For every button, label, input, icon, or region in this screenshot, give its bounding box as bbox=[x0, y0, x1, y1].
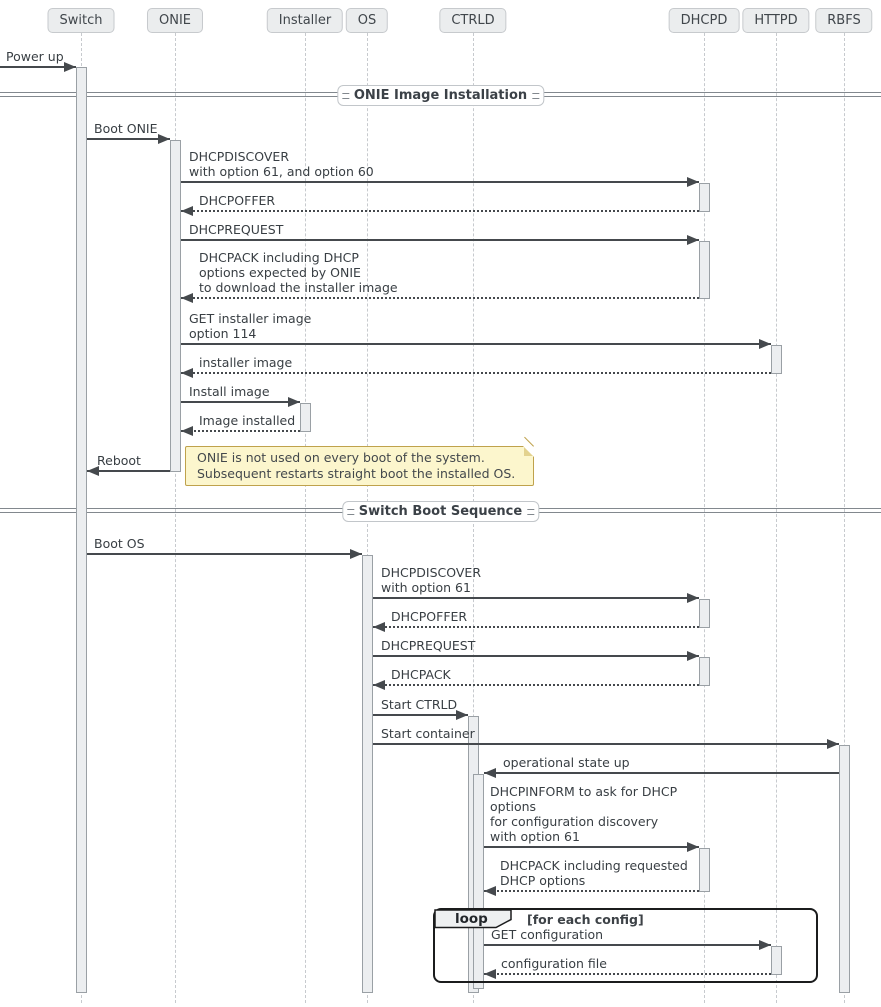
message-line-start-container bbox=[373, 743, 839, 745]
arrowhead-icon bbox=[827, 739, 839, 749]
participant-box-onie: ONIE bbox=[147, 8, 203, 33]
message-text-line: for configuration discovery bbox=[490, 814, 659, 829]
message-line-get-configuration bbox=[484, 944, 771, 946]
message-line-reboot bbox=[87, 470, 170, 472]
message-label-dhcpdiscover-os bbox=[381, 565, 481, 595]
lifeline-httpd bbox=[776, 33, 777, 1003]
message-line-dhcpack-onie bbox=[181, 297, 699, 299]
message-label-operational-state-up bbox=[503, 755, 630, 770]
arrowhead-icon bbox=[350, 549, 362, 559]
arrowhead-icon bbox=[759, 940, 771, 950]
message-line-dhcpack-os bbox=[373, 684, 699, 686]
message-line-boot-os bbox=[87, 553, 362, 555]
note-text-line: Subsequent restarts straight boot the installed OS. bbox=[197, 466, 516, 481]
switch-activation bbox=[76, 67, 87, 993]
message-text-line: option 114 bbox=[189, 326, 257, 341]
message-label-dhcpoffer-os bbox=[391, 609, 467, 624]
participant-box-ctrld: CTRLD bbox=[439, 8, 506, 33]
message-line-dhcpoffer-onie bbox=[181, 210, 699, 212]
message-line-image-installed bbox=[181, 430, 300, 432]
dhcpd-activation-3 bbox=[699, 599, 710, 628]
message-text-line: with option 61, and option 60 bbox=[189, 164, 374, 179]
message-label-installer-image bbox=[199, 355, 292, 370]
divider-tick-icon bbox=[347, 509, 354, 515]
message-line-operational-state-up bbox=[484, 772, 839, 774]
message-text-line: Image installed bbox=[199, 413, 296, 428]
message-label-boot-onie bbox=[94, 121, 158, 136]
arrowhead-icon bbox=[759, 339, 771, 349]
message-label-dhcpack-onie bbox=[199, 250, 398, 295]
arrowhead-icon bbox=[687, 235, 699, 245]
message-label-dhcpoffer-onie bbox=[199, 193, 275, 208]
message-text-line: DHCPOFFER bbox=[199, 193, 276, 208]
arrowhead-icon bbox=[181, 206, 193, 216]
note bbox=[185, 446, 534, 486]
note-text-line: ONIE is not used on every boot of the system. bbox=[197, 450, 485, 465]
message-text-line: with option 61 bbox=[381, 580, 471, 595]
message-line-get-installer-image bbox=[181, 343, 771, 345]
installer-activation bbox=[300, 403, 311, 432]
message-text-line: DHCPINFORM to ask for DHCP bbox=[490, 784, 678, 799]
arrowhead-icon bbox=[456, 710, 468, 720]
divider-label-text: ONIE Image Installation bbox=[353, 88, 528, 103]
divider-tick-icon bbox=[532, 93, 539, 99]
message-text-line: DHCPDISCOVER bbox=[381, 565, 482, 580]
participant-box-rbfs: RBFS bbox=[815, 8, 872, 33]
message-text-line: configuration file bbox=[501, 956, 607, 971]
message-label-dhcpack-os bbox=[391, 667, 451, 682]
arrowhead-icon bbox=[687, 593, 699, 603]
arrowhead-icon bbox=[484, 969, 496, 979]
message-text-line: DHCPACK including DHCP bbox=[199, 250, 359, 265]
loop-condition: [for each config] bbox=[527, 912, 644, 927]
message-label-image-installed bbox=[199, 413, 295, 428]
arrowhead-icon bbox=[288, 397, 300, 407]
dhcpd-activation-1 bbox=[699, 183, 710, 212]
participant-box-httpd: HTTPD bbox=[742, 8, 809, 33]
divider-tick-icon bbox=[527, 509, 534, 515]
arrowhead-icon bbox=[373, 622, 385, 632]
dhcpd-activation-5 bbox=[699, 848, 710, 892]
message-text-line: Start CTRLD bbox=[381, 697, 458, 712]
message-text-line: Power up bbox=[6, 49, 64, 64]
message-text-line: Reboot bbox=[97, 453, 141, 468]
arrowhead-icon bbox=[181, 293, 193, 303]
message-text-line: DHCPDISCOVER bbox=[189, 149, 290, 164]
divider-label-onie-image-installation bbox=[337, 85, 544, 106]
message-text-line: GET configuration bbox=[491, 927, 604, 942]
message-label-configuration-file bbox=[501, 956, 607, 971]
arrowhead-icon bbox=[687, 651, 699, 661]
dhcpd-activation-2 bbox=[699, 241, 710, 299]
message-text-line: to download the installer image bbox=[199, 280, 398, 295]
message-label-reboot bbox=[97, 453, 141, 468]
message-line-dhcpdiscover-onie bbox=[181, 181, 699, 183]
message-label-dhcprequest-onie bbox=[189, 222, 283, 237]
message-label-dhcpinform bbox=[490, 784, 677, 844]
arrowhead-icon bbox=[181, 426, 193, 436]
arrowhead-icon bbox=[687, 842, 699, 852]
message-text-line: Boot ONIE bbox=[94, 121, 158, 136]
participant-box-switch: Switch bbox=[48, 8, 115, 33]
arrowhead-icon bbox=[373, 680, 385, 690]
message-label-dhcprequest-os bbox=[381, 638, 475, 653]
message-line-dhcpoffer-os bbox=[373, 626, 699, 628]
message-line-dhcpack-ctrld bbox=[484, 890, 699, 892]
note-fold-icon bbox=[524, 447, 533, 456]
os-activation bbox=[362, 555, 373, 993]
message-text-line: operational state up bbox=[503, 755, 630, 770]
dhcpd-activation-4 bbox=[699, 657, 710, 686]
message-line-dhcpdiscover-os bbox=[373, 597, 699, 599]
message-label-start-ctrld bbox=[381, 697, 457, 712]
message-line-install-image bbox=[181, 401, 300, 403]
divider-tick-icon bbox=[342, 93, 349, 99]
onie-activation bbox=[170, 140, 181, 472]
message-text-line: DHCPREQUEST bbox=[381, 638, 476, 653]
participant-box-os: OS bbox=[346, 8, 388, 33]
message-text-line: DHCPACK bbox=[391, 667, 451, 682]
arrowhead-icon bbox=[484, 768, 496, 778]
arrowhead-icon bbox=[484, 886, 496, 896]
message-text-line: options expected by ONIE bbox=[199, 265, 361, 280]
message-text-line: installer image bbox=[199, 355, 293, 370]
message-label-get-installer-image bbox=[189, 311, 311, 341]
message-text-line: DHCPREQUEST bbox=[189, 222, 284, 237]
message-label-get-configuration bbox=[491, 927, 603, 942]
message-label-dhcpack-ctrld bbox=[500, 858, 688, 888]
message-label-dhcpdiscover-onie bbox=[189, 149, 374, 179]
message-line-installer-image bbox=[181, 372, 771, 374]
loop-keyword: loop bbox=[455, 911, 488, 927]
message-text-line: GET installer image bbox=[189, 311, 312, 326]
message-text-line: options bbox=[490, 799, 537, 814]
message-line-dhcpinform bbox=[484, 846, 699, 848]
divider-label-switch-boot-sequence bbox=[342, 501, 539, 522]
arrowhead-icon bbox=[687, 177, 699, 187]
message-line-dhcprequest-os bbox=[373, 655, 699, 657]
message-text-line: Install image bbox=[189, 384, 270, 399]
divider-label-text: Switch Boot Sequence bbox=[358, 504, 523, 519]
message-line-configuration-file bbox=[484, 973, 771, 975]
participant-box-dhcpd: DHCPD bbox=[669, 8, 740, 33]
arrowhead-icon bbox=[64, 62, 76, 72]
message-text-line: Start container bbox=[381, 726, 475, 741]
message-label-power-up bbox=[6, 49, 64, 64]
participant-box-installer: Installer bbox=[267, 8, 343, 33]
arrowhead-icon bbox=[181, 368, 193, 378]
message-text-line: DHCP options bbox=[500, 873, 586, 888]
message-label-start-container bbox=[381, 726, 475, 741]
message-line-dhcprequest-onie bbox=[181, 239, 699, 241]
message-text-line: DHCPOFFER bbox=[391, 609, 468, 624]
message-text-line: DHCPACK including requested bbox=[500, 858, 688, 873]
httpd-activation-1 bbox=[771, 345, 782, 374]
message-label-boot-os bbox=[94, 536, 145, 551]
rbfs-activation bbox=[839, 745, 850, 993]
message-line-start-ctrld bbox=[373, 714, 468, 716]
message-text-line: Boot OS bbox=[94, 536, 145, 551]
arrowhead-icon bbox=[158, 134, 170, 144]
message-label-install-image bbox=[189, 384, 270, 399]
message-text-line: with option 61 bbox=[490, 829, 580, 844]
